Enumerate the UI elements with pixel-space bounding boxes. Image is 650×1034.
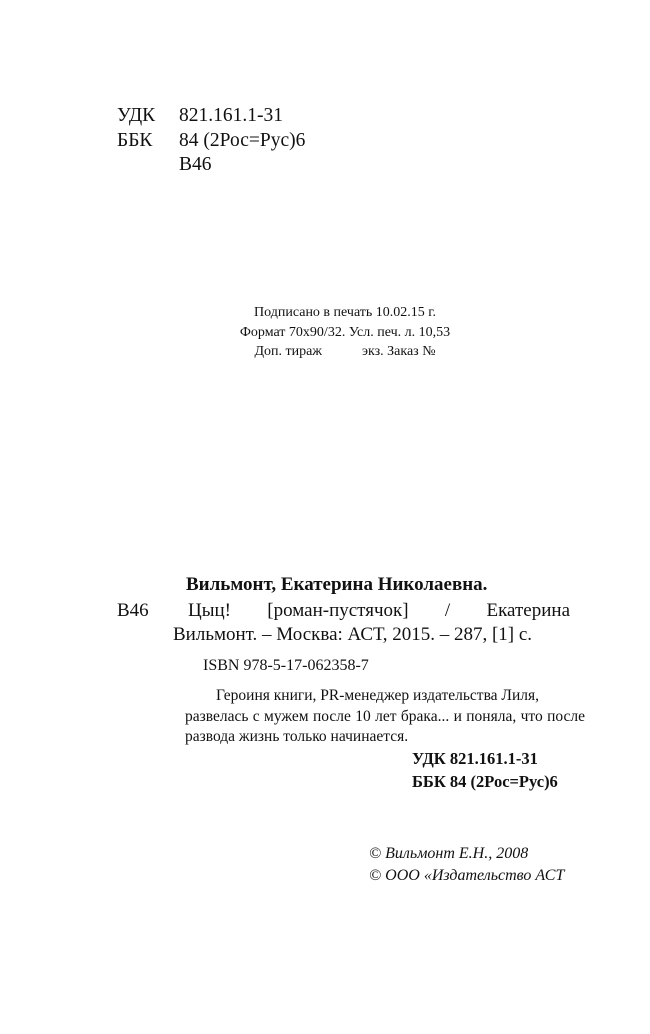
catalog-bbk: ББК 84 (2Рос=Рус)6 bbox=[412, 772, 558, 791]
udk-label: УДК bbox=[117, 105, 156, 126]
catalog-publication: Вильмонт. – Москва: АСТ, 2015. – 287, [1] с. bbox=[173, 624, 533, 645]
author-mark: В46 bbox=[179, 154, 212, 175]
bbk-label: ББК bbox=[117, 129, 153, 151]
annotation bbox=[185, 686, 585, 748]
catalog-udk: УДК 821.161.1-31 bbox=[412, 749, 538, 768]
bbk-row bbox=[117, 129, 305, 154]
annotation-rest: развелась с мужем после 10 лет брака... и поняла, что после развода жизнь только начинается. bbox=[185, 707, 585, 745]
copyright-publisher: © ООО «Издательство АСТ bbox=[369, 866, 565, 884]
udk-value: 821.161.1-31 bbox=[179, 105, 283, 126]
catalog-title-line: Цыц! [роман-пустячок] / Екатерина bbox=[188, 600, 570, 621]
imprint-format: Формат 70x90/32. Усл. печ. л. 10,53 bbox=[239, 324, 451, 340]
bbk-value: 84 (2Рос=Рус)6 bbox=[179, 129, 306, 151]
classification-block bbox=[117, 104, 305, 178]
catalog-author: Вильмонт, Екатерина Николаевна. bbox=[186, 574, 488, 595]
udk-row bbox=[117, 104, 305, 129]
catalog-author-mark: В46 bbox=[117, 600, 149, 621]
author-mark-row bbox=[117, 153, 305, 178]
copyright-author: © Вильмонт Е.Н., 2008 bbox=[369, 845, 529, 862]
annotation-first-line: Героиня книги, PR-менеджер издательства Лиля, bbox=[216, 687, 539, 704]
imprint-block bbox=[0, 303, 650, 362]
catalog-codes bbox=[412, 747, 558, 793]
imprint-signed: Подписано в печать 10.02.15 г. bbox=[254, 305, 436, 320]
isbn: ISBN 978-5-17-062358-7 bbox=[203, 657, 369, 674]
copyright-block bbox=[369, 843, 564, 886]
imprint-print-run: Доп. тираж экз. Заказ № bbox=[254, 344, 436, 359]
